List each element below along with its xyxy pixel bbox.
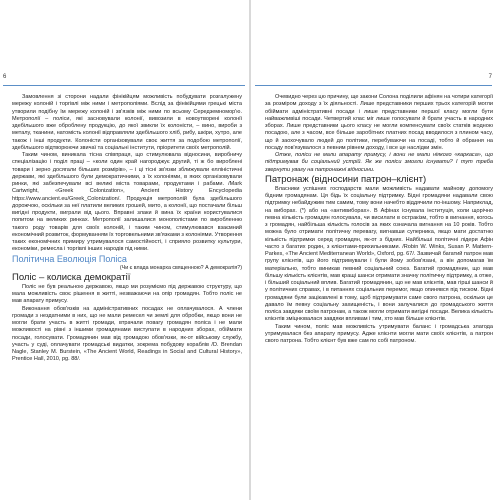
section-title: Політична Еволюція Поліса bbox=[12, 253, 127, 264]
right-page bbox=[251, 0, 500, 500]
section-note: (Чи є влада монарха священною? А демократія?) bbox=[119, 264, 242, 271]
page-number: 7 bbox=[488, 74, 492, 80]
paragraph: Очевидно через цю причину, ще закони Солона поділили афінян на чотири категорії за розміром доходу з їх діяльності. Лише представники перших трьох категорій могли обіймати адміністративні посади і лише представники першої класу могли бути найважливіші посади. Четвертий клас міг лише голосувати й брати участь в народних зборах. Лише представники цього класу не могли компенсувати своїх статків жодною посадою, але з часом, все більше заробітних платних посад вводилося з плином часу, що й заохочувало людей до політики, перебуваючи на посаді, тобто й обрання на посаду пов'язувалося з певним рівнем доходу, і все це наслідки змін. bbox=[265, 94, 493, 151]
paragraph: Власники успішних господарств мали можливість надавати майнову допомогу бідним громадянам. Ця бідь їх соціальну підтримку. Бідні громадяни надавали свою підтримку небайдужим тим самим, тому вони начебто віддячили по-іншому. Наприклад, на виборах. (*) або на «антивиборах». В Афінах існувала інституція, коли щорічно певна кількість громадян голосувала, чи висилати в остракізм, тобто в вигнання, когось з громадян, найбільша кількість голосів за яких означала вигнання на 10 років. Тобто можна було отримати політичну перевагу, вигнавши суперника, якщо мати достатню кількість підтримки серед громадян, як-от з бідних. Найбільші політичні лідери Афін часто з багатих родин, з клієнтами-прихильниками. /Robin W. Winks, Susan P. Mattern-Parkes, «The Ancient Mediterranean World», Oxford, pg. 67/. Зазвичай багатий патрон мав групу клієнтів, що його підтримували і були йому зобов'язані, а він допомагав їм матеріально, тобто виникав певний соціальний союз. Багатий громадянин, що мав більшу кількість клієнтів, мав кращі шанси отримати значну політичну підтримку, а отже, і більший соціальний вплив. Багатий громадянин, що не мав клієнтів, мав гірші шанси й у політичних справах, і в питаннях соціальних перемог, якщо опинявся під тиском. Бідні громадяни були зацікавлені в тому, щоб підтримувати саме свого патрона, оскільки це давало їм певну соціальну захищеність, і вони залучалися до громадського життя поліса завдяки своїм патронам, а також могли отримати вигідні посади. Велика кількість клієнтів зміцнювалася завдяки впливам і тим, хто мав більше клієнтів. bbox=[265, 185, 493, 323]
section-title: Патронаж (відносини патрон–клієнт) bbox=[265, 173, 427, 185]
paragraph: Таким чином, виникала тісна співпраця, що стимулювала відносини, виробничу спеціалізацію і поділ праці – «коли один край нагороджує другий, ті ж бо вироблені товари і зерно досягали більших розмірів», – і ці тісні зв'язки зближували елліністичні держави, які здебільшого були демократичними, з їх колоніями, в яких організовували ринки, які забезпечували всі великі міста товарами, продуктами і рабами. /Mark Cartwright, «Greek Colonization», Ancient History Encyclopedia https://www.ancient.eu/Greek_Colonization/. Продукція метрополій була здебільшого дорожчою, оскільки за неї платили великих грошей, мито, а колонії, що постачали більш вигідні продукти, виграли від цього. Вправні злаки й вина їх країни користувалися попитом на великих ринках. Метрополії залишалися монополістами по виробленню такого роду товарів для своїх колоній, і таким чином, стимулювався взаємний економічний розвиток, формуванням їх торговельними зв'язками з колоніями. Утворення таких економічних примиру утримувалося самостійності, і сприяло розвитку культури, економіки, ремесла і торгівлі інших народів під ними. bbox=[12, 152, 242, 253]
left-page bbox=[0, 0, 249, 500]
paragraph: Таким чином, поліс мав можливість утримувати баланс і громадська злагода утримувалася без апарату примусу. Адже клієнти могли мати своїх клієнтів, а патрон свого патрона. Тобто клієнт був вже сам по собі патроном. bbox=[265, 323, 493, 344]
header-rule bbox=[3, 85, 245, 86]
paragraph: Поліс не був реальною державою, якщо ми розуміємо під державою структуру, що мала можливість своє рішення в житті, незважаючи на опір громадян. Тобто поліс не мав апарату примусу. bbox=[12, 283, 242, 305]
paragraph: Замовлення зі сторони надали фінікійцям можливість побудувати розгалужену мережу колоній і торгівлі між ними і метрополіями. Вслід за фінікійцями грецькі міста утворили подібну їм мережу колоній і зв'язків між ними по всьому Середземномор'ю. Метрополії – поліси, які засновували колонії, вивозили в новоутворені колонії здебільшого вже оброблену продукцію, до якої звикли їх колоністи, – вино, вироби з металу, тканини, натомість колонії відправляли здебільшого хліб, рибу, шкіри, хутро, але також і інші продукти. Колоністи організовували своє життя за подобою метрополії, здебільшого відтворюючи звичаї та соціальні інститути, пріоритети своїх метрополій. bbox=[12, 94, 242, 151]
subsection-title: Поліс – колиска демократії bbox=[12, 271, 131, 283]
paragraph: Виконання обов'язків на адміністративних посадах не оплачувалося. А члени громади з нездатними в них, що не мали ремесел чи землі для обробки, якщо вони не могли брати участь в житті громади, втрачали повагу громадян поліса і не мали можливості на рівні з іншими громадянами виступати в народних зборах, обіймати посади, голосувати. Громадянин мав від громадою обов'язки, як-от військову службу, участь у суді, оплачувати громадські видатки, зокрема побудову кораблів /D. Brendan Nagle, Stanley M. Burstein, «The Ancient World, Readings in Social and Cultural History», Prentice Hall, 2010, pg. 88/. bbox=[12, 305, 242, 363]
left-text-column bbox=[12, 94, 242, 364]
italic-paragraph: Отже, поліси не мали апарату примусу, і вони не мали ніякого «каркаса», що підтримував би соціальний устрій. Як же поліси змогли існувати? І тут треба звернути увагу на патронажні відносини. bbox=[265, 152, 493, 173]
right-text-column bbox=[265, 94, 493, 345]
header-rule bbox=[255, 85, 492, 86]
page-number: 6 bbox=[3, 74, 7, 80]
